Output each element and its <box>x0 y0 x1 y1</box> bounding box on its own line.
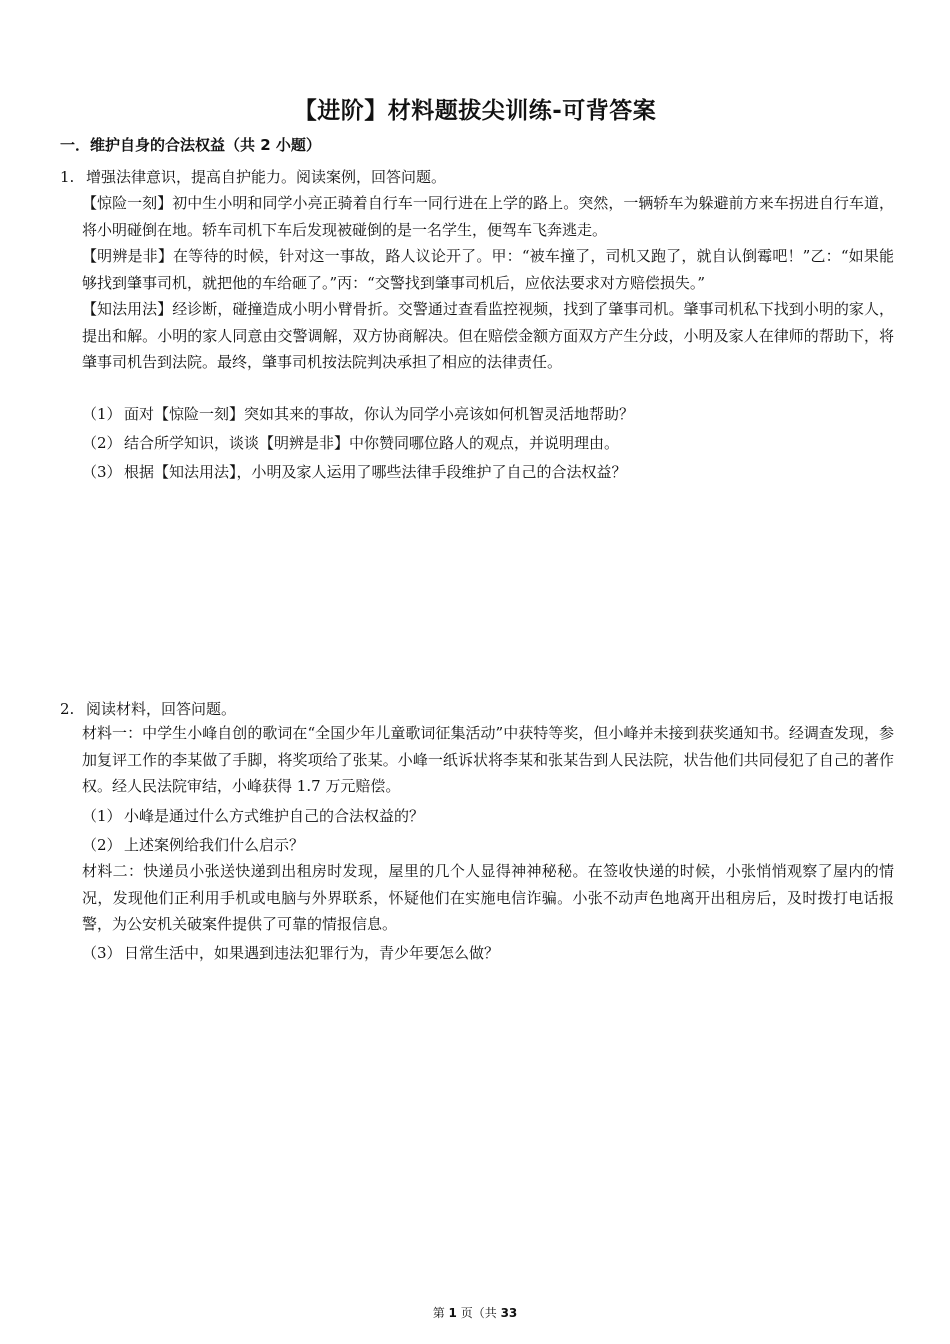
sub-text: 上述案例给我们什么启示？ <box>124 836 305 854</box>
page-title: 【进阶】材料题拔尖训练-可背答案 <box>293 98 657 124</box>
sub-number: （3） <box>82 463 122 481</box>
question-number: 1. <box>60 168 75 186</box>
footer-prefix: 第 <box>432 1306 445 1320</box>
sub-text: 日常生活中，如果遇到违法犯罪行为，青少年要怎么做？ <box>124 944 500 962</box>
sub-number: （2） <box>82 836 122 854</box>
sub-number: （3） <box>82 944 122 962</box>
q2-sub-question-2 <box>82 834 304 855</box>
sub-text: 结合所学知识，谈谈【明辨是非】中你赞同哪位路人的观点，并说明理由。 <box>124 434 620 452</box>
q1-sub-question-3 <box>82 461 627 482</box>
footer-total-pages: 33 <box>500 1306 518 1320</box>
q2-material-1: 材料一：中学生小峰自创的歌词在“全国少年儿童歌词征集活动”中获特等奖，但小峰并未接到获奖通知书。经调查发现，参加复评工作的李某做了手脚，将奖项给了张某。小峰一纸诉状将李某和张某告到人民法院，状告他们共同侵犯了自己的著作权。经人民法院审结，小峰获得 1.7 万元赔偿。 <box>82 724 894 795</box>
question-2-prompt <box>60 698 236 719</box>
page-footer <box>0 1304 950 1321</box>
sub-number: （1） <box>82 405 122 423</box>
q1-sub-question-2 <box>82 432 619 453</box>
sub-number: （2） <box>82 434 122 452</box>
q1-paragraph-1: 【惊险一刻】初中生小明和同学小亮正骑着自行车一同行进在上学的路上。突然，一辆轿车为躲避前方来车拐进自行车道，将小明碰倒在地。轿车司机下车后发现被碰倒的是一名学生，便驾车飞奔逃走。 <box>82 194 894 239</box>
question-text: 增强法律意识，提高自护能力。阅读案例，回答问题。 <box>86 168 447 186</box>
section-heading: 一．维护自身的合法权益（共 2 小题） <box>60 136 321 154</box>
q1-paragraph-3: 【知法用法】经诊断，碰撞造成小明小臂骨折。交警通过查看监控视频，找到了肇事司机。肇事司机私下找到小明的家人，提出和解。小明的家人同意由交警调解，双方协商解决。但在赔偿金额方面双方产生分歧，小明及家人在律师的帮助下，将肇事司机告到法院。最终，肇事司机按法院判决承担了相应的法律责任。 <box>82 300 894 371</box>
sub-text: 根据【知法用法】，小明及家人运用了哪些法律手段维护了自己的合法权益？ <box>124 463 627 481</box>
footer-page-number: 1 <box>448 1306 457 1320</box>
question-text: 阅读材料，回答问题。 <box>86 700 237 718</box>
q1-sub-question-1 <box>82 403 634 424</box>
sub-text: 小峰是通过什么方式维护自己的合法权益的？ <box>124 807 425 825</box>
question-number: 2. <box>60 700 75 718</box>
sub-number: （1） <box>82 807 122 825</box>
footer-middle: 页（共 <box>460 1306 497 1320</box>
q1-paragraph-2: 【明辨是非】在等待的时候，针对这一事故，路人议论开了。甲：“被车撞了，司机又跑了，就自认倒霉吧！”乙：“如果能够找到肇事司机，就把他的车给砸了。”丙：“交警找到肇事司机后，应依法要求对方赔偿损失。” <box>82 247 894 292</box>
question-1-prompt <box>60 166 446 187</box>
sub-text: 面对【惊险一刻】突如其来的事故，你认为同学小亮该如何机智灵活地帮助？ <box>124 405 635 423</box>
q2-material-2: 材料二：快递员小张送快递到出租房时发现，屋里的几个人显得神神秘秘。在签收快递的时候，小张悄悄观察了屋内的情况，发现他们正利用手机或电脑与外界联系，怀疑他们在实施电信诈骗。小张不动声色地离开出租房后，及时拨打电话报警，为公安机关破案件提供了可靠的情报信息。 <box>82 862 894 933</box>
q2-sub-question-3 <box>82 942 499 963</box>
q2-sub-question-1 <box>82 805 424 826</box>
